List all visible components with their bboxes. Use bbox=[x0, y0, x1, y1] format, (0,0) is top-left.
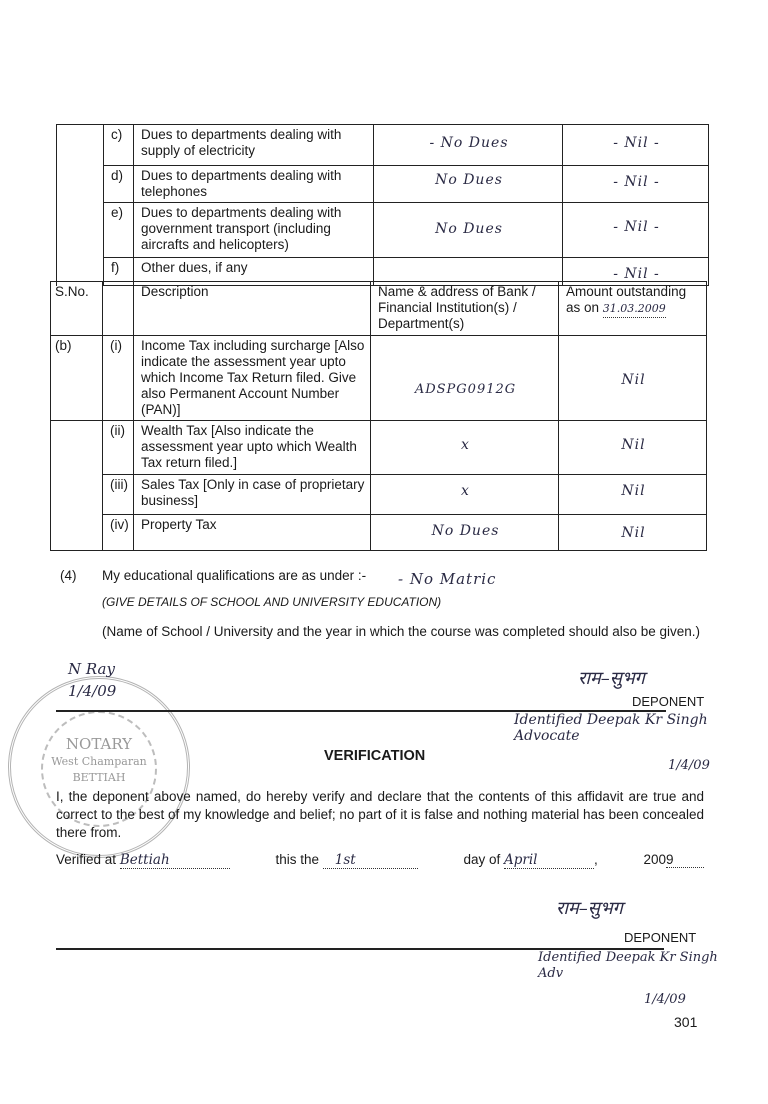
details-cell: ADSPG0912G bbox=[371, 336, 559, 421]
identified-date-2: 1/4/09 bbox=[644, 992, 686, 1007]
section-label: (b) bbox=[51, 336, 103, 421]
amount-cell: Nil bbox=[559, 421, 707, 475]
blank-cell bbox=[51, 421, 103, 475]
identified-by-2: Identified Deepak Kr Singh Adv bbox=[538, 950, 718, 981]
details-cell: x bbox=[371, 421, 559, 475]
amount-cell: - Nil - bbox=[563, 166, 709, 203]
verified-place: Bettiah bbox=[120, 852, 230, 869]
education-answer: - No Matric bbox=[398, 570, 497, 588]
stamp-town: BETTIAH bbox=[72, 771, 126, 784]
blank-cell bbox=[51, 515, 103, 551]
table-row bbox=[51, 336, 707, 421]
deponent-signature: राम–सुभग bbox=[578, 668, 645, 689]
blank-cell bbox=[51, 475, 103, 515]
table-row bbox=[51, 475, 707, 515]
details-cell: No Dues bbox=[374, 166, 563, 203]
education-note: (Name of School / University and the year in which the course was completed should also be given.) bbox=[102, 624, 701, 639]
verified-year: 9 bbox=[666, 852, 704, 868]
year-prefix: 200 bbox=[643, 852, 666, 867]
stamp-district: West Champaran bbox=[51, 755, 147, 768]
deponent-label-2: DEPONENT bbox=[624, 930, 697, 945]
row-description: Property Tax bbox=[134, 515, 371, 551]
amount-cell: - Nil - bbox=[563, 203, 709, 258]
amount-cell: Nil bbox=[559, 515, 707, 551]
notary-initials: N Ray 1/4/09 bbox=[68, 660, 117, 700]
stamp-title: NOTARY bbox=[65, 735, 133, 753]
verified-at-group bbox=[56, 852, 230, 869]
liabilities-table bbox=[56, 124, 709, 286]
details-cell: - No Dues bbox=[374, 125, 563, 166]
header-institution: Name & address of Bank / Financial Institution(s) / Department(s) bbox=[371, 282, 559, 336]
education-instruction: (GIVE DETAILS OF SCHOOL AND UNIVERSITY EDUCATION) bbox=[102, 595, 442, 609]
amount-cell: - Nil - bbox=[563, 258, 709, 286]
education-statement: My educational qualifications are as under :- bbox=[102, 568, 367, 583]
amount-cell: Nil bbox=[559, 475, 707, 515]
verification-title: VERIFICATION bbox=[324, 748, 426, 764]
amount-cell: - Nil - bbox=[563, 125, 709, 166]
header-amount-label: Amount outstanding as on bbox=[566, 284, 687, 315]
month-group: day of April , bbox=[463, 852, 598, 868]
row-description: Wealth Tax [Also indicate the assessment year upto which Wealth Tax return filed.] bbox=[134, 421, 371, 475]
verified-at-label: Verified at bbox=[56, 852, 117, 867]
row-number: (iv) bbox=[103, 515, 134, 551]
row-description: Income Tax including surcharge [Also indicate the assessment year upto which Income Tax Return filed. Give also Permanent Account Number (PAN)] bbox=[134, 336, 371, 421]
row-letter: e) bbox=[104, 203, 134, 258]
row-description: Sales Tax [Only in case of proprietary business] bbox=[134, 475, 371, 515]
header-amount-date: 31.03.2009 bbox=[603, 301, 666, 318]
verification-line bbox=[56, 852, 704, 869]
row-description: Dues to departments dealing with government transport (including aircrafts and helicopters) bbox=[134, 203, 374, 258]
row-description: Other dues, if any bbox=[134, 258, 374, 286]
amount-cell: Nil bbox=[559, 336, 707, 421]
row-number: (ii) bbox=[103, 421, 134, 475]
table-row bbox=[57, 203, 709, 258]
header-blank bbox=[103, 282, 134, 336]
year-group bbox=[643, 852, 704, 869]
identified-date: 1/4/09 bbox=[668, 758, 710, 773]
identified-by: Identified Deepak Kr Singh Advocate bbox=[514, 712, 708, 744]
row-letter: d) bbox=[104, 166, 134, 203]
table-row bbox=[57, 166, 709, 203]
blank-cell bbox=[57, 125, 104, 286]
day-of-label: day of bbox=[463, 852, 501, 867]
education-number: (4) bbox=[60, 568, 77, 583]
row-number: (i) bbox=[103, 336, 134, 421]
header-amount bbox=[559, 282, 707, 336]
row-description: Dues to departments dealing with telephones bbox=[134, 166, 374, 203]
table-row bbox=[51, 515, 707, 551]
verification-body: I, the deponent above named, do hereby verify and declare that the contents of this affidavit are true and correct to the best of my knowledge and belief; no part of it is false and nothing material has been concealed there from. bbox=[56, 789, 704, 840]
details-cell: x bbox=[371, 475, 559, 515]
verified-month: April bbox=[504, 852, 594, 869]
deponent-signature-2: राम–सुभग bbox=[556, 898, 623, 919]
verified-day: 1st bbox=[323, 852, 418, 869]
details-cell: No Dues bbox=[374, 203, 563, 258]
row-letter: c) bbox=[104, 125, 134, 166]
deponent-label: DEPONENT bbox=[632, 694, 705, 709]
header-sno: S.No. bbox=[51, 282, 103, 336]
this-the-label: this the bbox=[275, 852, 320, 867]
tax-table bbox=[50, 281, 707, 551]
page-number: 301 bbox=[674, 1014, 698, 1030]
row-number: (iii) bbox=[103, 475, 134, 515]
table-row bbox=[51, 421, 707, 475]
day-group bbox=[275, 852, 417, 869]
details-cell: No Dues bbox=[371, 515, 559, 551]
table-row bbox=[57, 125, 709, 166]
row-letter: f) bbox=[104, 258, 134, 286]
header-row bbox=[51, 282, 707, 336]
header-description: Description bbox=[134, 282, 371, 336]
row-description: Dues to departments dealing with supply of electricity bbox=[134, 125, 374, 166]
